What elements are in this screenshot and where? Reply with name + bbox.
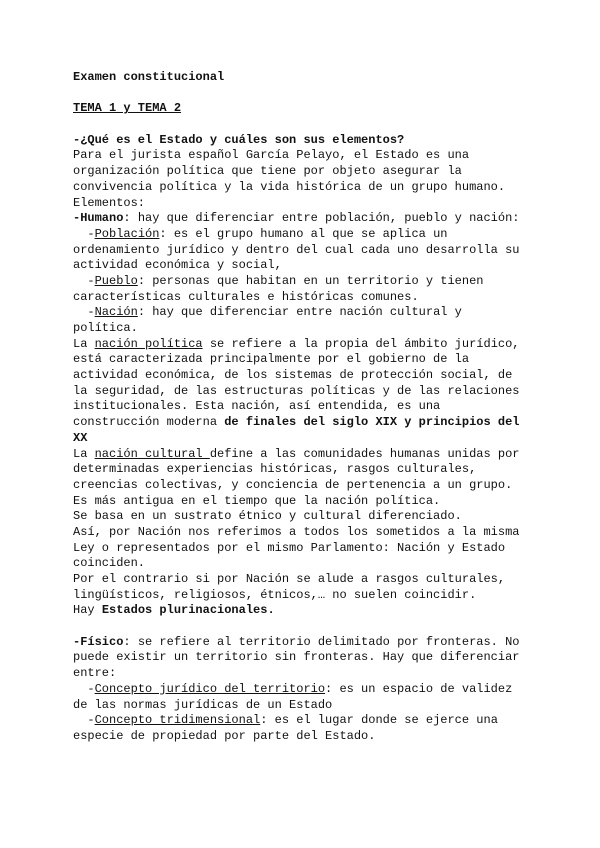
nacion-cultural-line: creencias colectivas, y conciencia de pertenencia a un grupo.: [73, 477, 513, 492]
nacion-politica-line: [73, 415, 573, 431]
section-heading: TEMA 1 y TEMA 2: [73, 101, 182, 116]
tridimensional-text: : es el lugar donde se ejerce una: [260, 713, 498, 728]
juridico-text: : es un espacio de validez: [325, 681, 513, 696]
fisico-line: entre:: [73, 666, 117, 681]
juridico-line: [73, 682, 573, 698]
nacion-cultural-line: Se basa en un sustrato étnico y cultural diferenciado.: [73, 509, 462, 524]
poblacion-line: ordenamiento jurídico y dentro del cual cada uno desarrolla su: [73, 242, 520, 257]
nacion-cultural-text: define a las comunidades humanas unidas por: [209, 446, 520, 461]
humano-line: [73, 211, 573, 227]
pueblo-line: [73, 274, 573, 290]
nacion-text: : hay que diferenciar entre nación cultural y: [137, 305, 462, 320]
tridimensional-line: especie de propiedad por parte del Estado.: [73, 728, 376, 743]
nacion-cultural-line: [73, 447, 573, 463]
nacion-politica-line: la seguridad, de las estructuras políticas y de las relaciones: [73, 383, 520, 398]
humano-text: : hay que diferenciar entre población, pueblo y nación:: [123, 211, 520, 226]
bullet-prefix: -: [73, 273, 95, 288]
nacion-cultural-line: Así, por Nación nos referimos a todos los sometidos a la misma: [73, 524, 520, 539]
nacion-politica-term: nación política: [94, 336, 203, 351]
nacion-politica-text: se refiere a la propia del ámbito jurídico,: [202, 336, 520, 351]
question-heading: -¿Qué es el Estado y cuáles son sus elementos?: [73, 132, 405, 147]
plurinacionales-line: [73, 603, 573, 619]
bold-text: de finales del siglo XIX y principios del: [224, 415, 520, 430]
nacion-politica-line: está caracterizada principalmente por el gobierno de la: [73, 352, 470, 367]
spacer: [73, 117, 573, 133]
plain-text: construcción moderna: [73, 415, 225, 430]
nacion-cultural-line: determinadas experiencias históricas, rasgos culturales,: [73, 462, 477, 477]
nacion-politica-line: XX: [73, 430, 88, 445]
nacion-politica-line: institucionales. Esta nación, así entendida, es una: [73, 399, 441, 414]
text-prefix: La: [73, 446, 95, 461]
nacion-line: [73, 305, 573, 321]
nacion-cultural-line: Ley o representados por el mismo Parlamento: Nación y Estado: [73, 540, 506, 555]
bold-text: Estados plurinacionales.: [101, 603, 275, 618]
nacion-line: política.: [73, 321, 138, 335]
nacion-politica-line: actividad económica, de los sistemas de protección social, de: [73, 368, 513, 383]
fisico-text: : se refiere al territorio delimitado por fronteras. No: [123, 634, 520, 649]
poblacion-text: : es el grupo humano al que se aplica un: [159, 226, 448, 241]
tridimensional-line: [73, 713, 573, 729]
bullet-prefix: -: [73, 305, 95, 320]
bullet-prefix: -: [73, 681, 95, 696]
spacer: [73, 86, 573, 102]
poblacion-line: [73, 227, 573, 243]
pueblo-text: : personas que habitan en un territorio y tienen: [137, 273, 484, 288]
poblacion-term: Población: [94, 226, 160, 241]
intro-line: Para el jurista español García Pelayo, el Estado es una: [73, 148, 470, 163]
humano-label: -Humano: [73, 211, 124, 226]
fisico-line: [73, 635, 573, 651]
nacion-cultural-line: lingüísticos, religiosos, étnicos,… no suelen coincidir.: [73, 587, 477, 602]
intro-line: convivencia política y la vida histórica de un grupo humano.: [73, 179, 506, 194]
nacion-cultural-line: coinciden.: [73, 556, 146, 571]
intro-line: organización política que tiene por objeto asegurar la: [73, 164, 462, 179]
pueblo-term: Pueblo: [94, 273, 138, 288]
nacion-term: Nación: [94, 305, 138, 320]
tridimensional-term: Concepto tridimensional: [94, 713, 261, 728]
nacion-cultural-term: nación cultural: [94, 446, 210, 461]
text-prefix: La: [73, 336, 95, 351]
fisico-label: -Físico: [73, 634, 124, 649]
bullet-prefix: -: [73, 226, 95, 241]
document-title: Examen constitucional: [73, 70, 225, 84]
fisico-line: puede existir un territorio sin fronteras. Hay que diferenciar: [73, 650, 520, 665]
pueblo-line: características culturales e históricas comunes.: [73, 289, 419, 304]
juridico-line: de las normas jurídicas de un Estado: [73, 697, 333, 712]
bullet-prefix: -: [73, 713, 95, 728]
nacion-politica-line: [73, 337, 573, 353]
nacion-cultural-line: Es más antigua en el tiempo que la nación política.: [73, 493, 441, 508]
plain-text: Hay: [73, 603, 102, 618]
nacion-cultural-line: Por el contrario si por Nación se alude a rasgos culturales,: [73, 572, 506, 586]
intro-line: Elementos:: [73, 195, 146, 210]
document-page: [73, 70, 573, 745]
poblacion-line: actividad económica y social,: [73, 258, 282, 273]
spacer: [73, 619, 573, 635]
juridico-term: Concepto jurídico del territorio: [94, 681, 326, 696]
